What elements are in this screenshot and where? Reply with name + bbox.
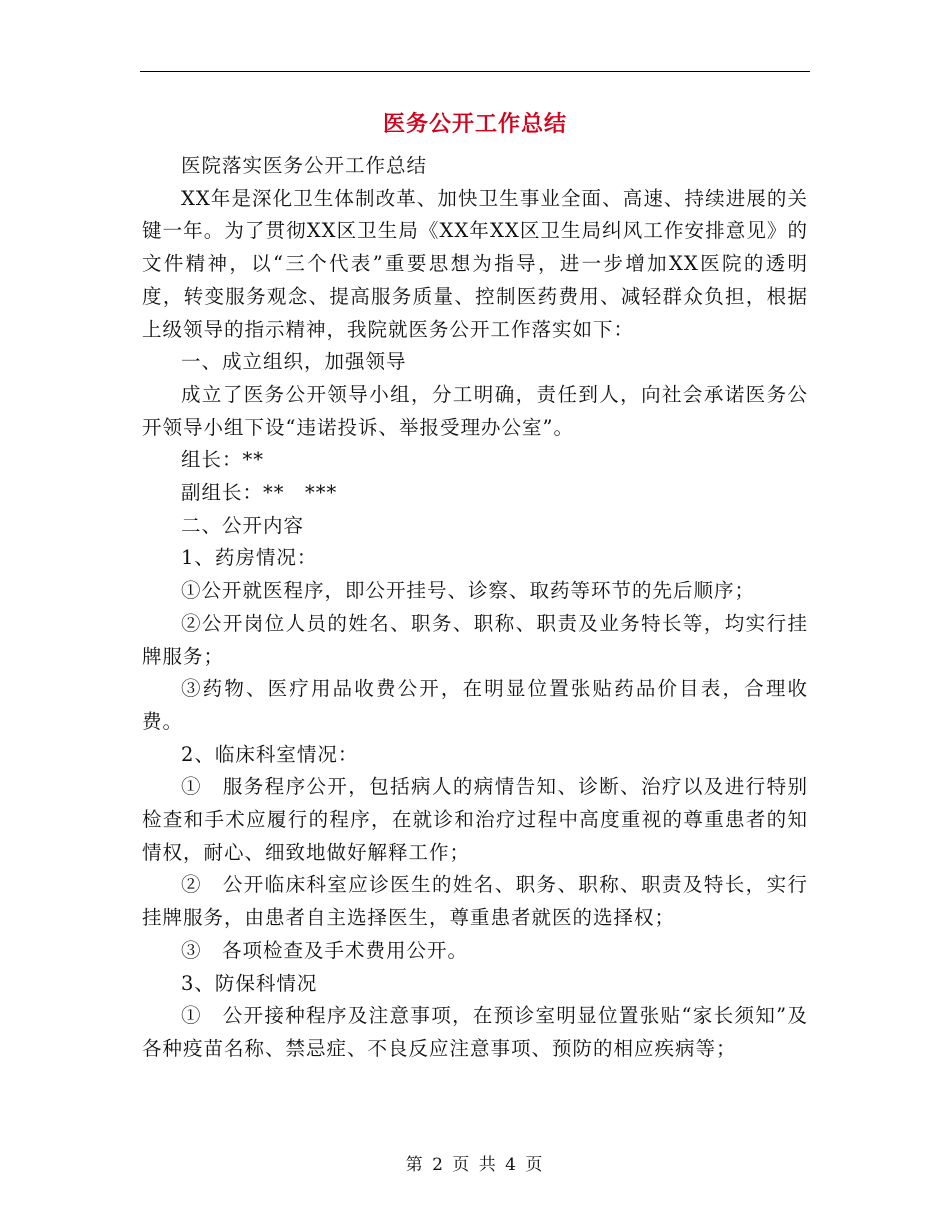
- subheading-pharmacy: 1、药房情况：: [181, 546, 318, 570]
- paragraph-subtitle: 医院落实医务公开工作总结: [181, 154, 428, 177]
- subheading-clinical: 2、临床科室情况：: [181, 742, 359, 766]
- subheading-prevention: 3、防保科情况: [181, 971, 318, 995]
- list-item: ② 公开临床科室应诊医生的姓名、职务、职称、职责及特长，实行挂牌服务，由患者自主选择医生，尊重患者就医的选择权；: [142, 873, 808, 930]
- page-footer: 第 2 页 共 4 页: [405, 1155, 545, 1175]
- list-item: ③药物、医疗用品收费公开，在明显位置张贴药品价目表，合理收费。: [142, 677, 808, 733]
- document-body: [142, 150, 808, 1066]
- list-item: ③ 各项检查及手术费用公开。: [181, 938, 469, 962]
- paragraph-organization: 成立了医务公开领导小组，分工明确，责任到人，向社会承诺医务公开领导小组下设“违诺投诉、举报受理办公室”。: [142, 382, 808, 439]
- list-item: ① 公开接种程序及注意事项，在预诊室明显位置张贴“家长须知”及各种疫苗名称、禁忌症、不良反应注意事项、预防的相应疾病等；: [142, 1004, 808, 1060]
- header-rule: [140, 71, 810, 72]
- paragraph-deputy-leader: 副组长：** ***: [181, 481, 338, 505]
- paragraph-leader: 组长：**: [181, 448, 265, 472]
- paragraph-intro: XX年是深化卫生体制改革、加快卫生事业全面、高速、持续进展的关键一年。为了贯彻XX区卫生局《XX年XX区卫生局纠风工作安排意见》的文件精神，以“三个代表”重要思想为指导，进一步增加XX医院的透明度，转变服务观念、提高服务质量、控制医药费用、减轻群众负担，根据上级领导的指示精神，我院就医务公开工作落实如下：: [142, 186, 808, 341]
- list-item: ①公开就医程序，即公开挂号、诊察、取药等环节的先后顺序；: [181, 579, 756, 603]
- list-item: ②公开岗位人员的姓名、职务、职称、职责及业务特长等，均实行挂牌服务；: [142, 611, 808, 668]
- section-heading-content: 二、公开内容: [181, 513, 305, 537]
- page-title: 医务公开工作总结: [382, 111, 567, 137]
- section-heading-organization: 一、成立组织，加强领导: [181, 350, 407, 374]
- list-item: ① 服务程序公开，包括病人的病情告知、诊断、治疗以及进行特别检查和手术应履行的程序，在就诊和治疗过程中高度重视的尊重患者的知情权，耐心、细致地做好解释工作；: [142, 775, 808, 864]
